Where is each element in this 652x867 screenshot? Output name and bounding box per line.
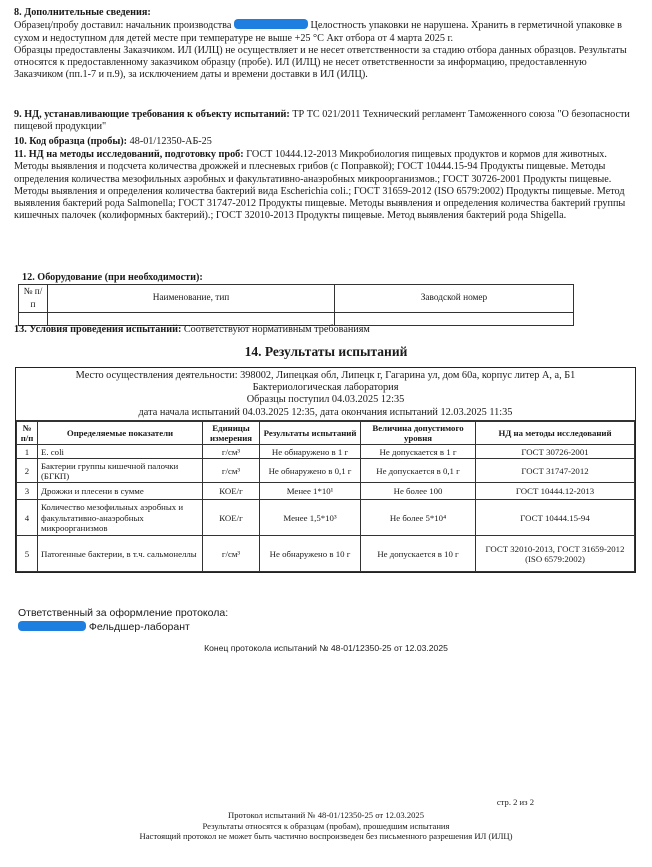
row-limit: Не допускается в 10 г — [361, 536, 476, 572]
row-num: 1 — [17, 445, 38, 459]
row-result: Менее 1,5*10³ — [260, 500, 361, 536]
page-number: стр. 2 из 2 — [496, 797, 534, 807]
row-indicator: E. coli — [38, 445, 203, 459]
row-result: Не обнаружено в 10 г — [260, 536, 361, 572]
lab-name: Бактериологическая лаборатория — [252, 382, 399, 394]
row-indicator: Патогенные бактерии, в т.ч. сальмонеллы — [38, 536, 203, 572]
row-method: ГОСТ 32010-2013, ГОСТ 31659-2012 (ISO 6579:2002) — [476, 536, 635, 572]
section-8-delivered: Образец/пробу доставил: начальник производства — [14, 20, 232, 32]
results-header-row — [17, 421, 635, 445]
section-9-text: ТР ТС 021/2011 Технический регламент Таможенного союза "О безопасности пищевой продукции" — [14, 109, 630, 133]
section-8 — [14, 7, 636, 82]
equipment-table — [18, 284, 574, 326]
section-8-disclaimer: Образцы предоставлены Заказчиком. ИЛ (ИЛЦ) не осуществляет и не несет ответственности за стадию отбора данных образцов. Результаты относятся к предоставленному заказчиком образцу (пробе). ИЛ (ИЛЦ) не несет ответственности за информацию, предоставленную Заказчиком (пп.1-7 и п.9), за исключением даты и времени доставки в ИЛ (ИЛЦ). — [14, 44, 627, 81]
row-limit: Не более 100 — [361, 483, 476, 500]
row-method: ГОСТ 10444.12-2013 — [476, 483, 635, 500]
col-limit: Величина допустимого уровня — [361, 421, 476, 445]
section-12 — [14, 272, 636, 326]
col-num: № п/п — [17, 421, 38, 445]
section-8-packaging: Целостность упаковки не нарушена. Хранить в герметичной упаковке в сухом и недоступном для детей месте при температуре не выше +25 °С Акт отбора от 4 марта 2025 г. — [14, 20, 622, 44]
row-method: ГОСТ 10444.15-94 — [476, 500, 635, 536]
row-num: 2 — [17, 459, 38, 483]
section-11-title: 11. НД на методы исследований, подготовку проб: — [14, 149, 244, 160]
redacted-name — [234, 19, 308, 29]
section-10-title: 10. Код образца (пробы): — [14, 136, 128, 147]
section-11-text: ГОСТ 10444.12-2013 Микробиология пищевых продуктов и кормов для животных. Методы выявления и подсчета количества дрожжей и плесневых грибов (с Поправкой); ГОСТ 10444.15-94 Продукты пищевые. Методы определения количества мезофильных аэробных и факультативно-анаэробных микроорганизмов.; ГОСТ 30726-2001 Продукты пищевые. Методы выявления и определения количества бактерий вида Escherichia coli.; ГОСТ 31659-2012 (ISO 6579:2002) Продукты пищевые. Метод выявления бактерий рода Salmonella; ГОСТ 31747-2012 Продукты пищевые. Методы выявления и определения количества бактерий группы кишечных палочек (колиформных бактерий).; ГОСТ 32010-2013 Продукты пищевые. Метод выявления бактерий рода Shigella. — [14, 149, 626, 222]
section-9-title: 9. НД, устанавливающие требования к объекту испытаний: — [14, 109, 290, 120]
row-num: 3 — [17, 483, 38, 500]
section-8-title: 8. Дополнительные сведения: — [14, 7, 151, 18]
row-limit: Не допускается в 0,1 г — [361, 459, 476, 483]
row-unit: КОЕ/г — [203, 483, 260, 500]
responsible-block — [18, 606, 228, 634]
table-row — [17, 459, 635, 483]
footer-line-1: Протокол испытаний № 48-01/12350-25 от 12.03.2025 — [227, 810, 425, 820]
table-row — [17, 445, 635, 459]
row-unit: г/см³ — [203, 445, 260, 459]
row-num: 4 — [17, 500, 38, 536]
col-method: НД на методы исследований — [476, 421, 635, 445]
row-unit: КОЕ/г — [203, 500, 260, 536]
sample-code: 48-01/12350-АБ-25 — [129, 136, 212, 147]
received-date: Образцы поступил 04.03.2025 12:35 — [246, 394, 405, 406]
table-row — [17, 483, 635, 500]
row-method: ГОСТ 30726-2001 — [476, 445, 635, 459]
row-indicator: Бактерии группы кишечной палочки (БГКП) — [38, 459, 203, 483]
section-11 — [14, 149, 636, 223]
equipment-col-serial: Заводской номер — [335, 285, 574, 313]
footer-line-3: Настоящий протокол не может быть частично воспроизведен без письменного разрешения ИЛ (ИЛЦ) — [139, 831, 513, 841]
row-limit: Не допускается в 1 г — [361, 445, 476, 459]
section-13-title: 13. Условия проведения испытаний: — [14, 324, 182, 335]
responsible-label: Ответственный за оформление протокола: — [18, 607, 229, 619]
place-of-activity: Место осуществления деятельности: 398002, Липецкая обл, Липецк г, Гагарина ул, дом 60а, корпус литер А, а, Б1 — [75, 370, 576, 381]
end-of-protocol: Конец протокола испытаний № 48-01/12350-25 от 12.03.2025 — [204, 643, 448, 653]
results-info — [16, 368, 635, 421]
section-12-title: 12. Оборудование (при необходимости): — [22, 272, 203, 283]
responsible-position: Фельдшер-лаборант — [88, 621, 190, 633]
row-num: 5 — [17, 536, 38, 572]
footer — [0, 810, 652, 842]
row-method: ГОСТ 31747-2012 — [476, 459, 635, 483]
equipment-col-name: Наименование, тип — [48, 285, 335, 313]
row-unit: г/см³ — [203, 536, 260, 572]
row-unit: г/см³ — [203, 459, 260, 483]
test-dates: дата начала испытаний 04.03.2025 12:35, дата окончания испытаний 12.03.2025 11:35 — [138, 406, 513, 418]
table-row — [17, 500, 635, 536]
results-title: 14. Результаты испытаний — [244, 344, 408, 359]
redacted-name — [18, 621, 86, 631]
section-13-text: Соответствуют нормативным требованиям — [183, 324, 370, 335]
row-result: Не обнаружено в 0,1 г — [260, 459, 361, 483]
section-9 — [14, 109, 636, 134]
results-block — [15, 367, 636, 573]
section-10 — [14, 136, 636, 148]
table-row — [17, 536, 635, 572]
row-limit: Не более 5*10⁴ — [361, 500, 476, 536]
col-unit: Единицы измерения — [203, 421, 260, 445]
col-indicator: Определяемые показатели — [38, 421, 203, 445]
row-result: Не обнаружено в 1 г — [260, 445, 361, 459]
row-indicator: Количество мезофильных аэробных и факультативно-анаэробных микроорганизмов — [38, 500, 203, 536]
footer-line-2: Результаты относятся к образцам (пробам), прошедшим испытания — [202, 820, 450, 831]
col-result: Результаты испытаний — [260, 421, 361, 445]
row-indicator: Дрожжи и плесени в сумме — [38, 483, 203, 500]
row-result: Менее 1*10¹ — [260, 483, 361, 500]
results-table — [16, 421, 635, 573]
equipment-col-num: № п/п — [19, 285, 48, 313]
section-13 — [14, 324, 636, 336]
